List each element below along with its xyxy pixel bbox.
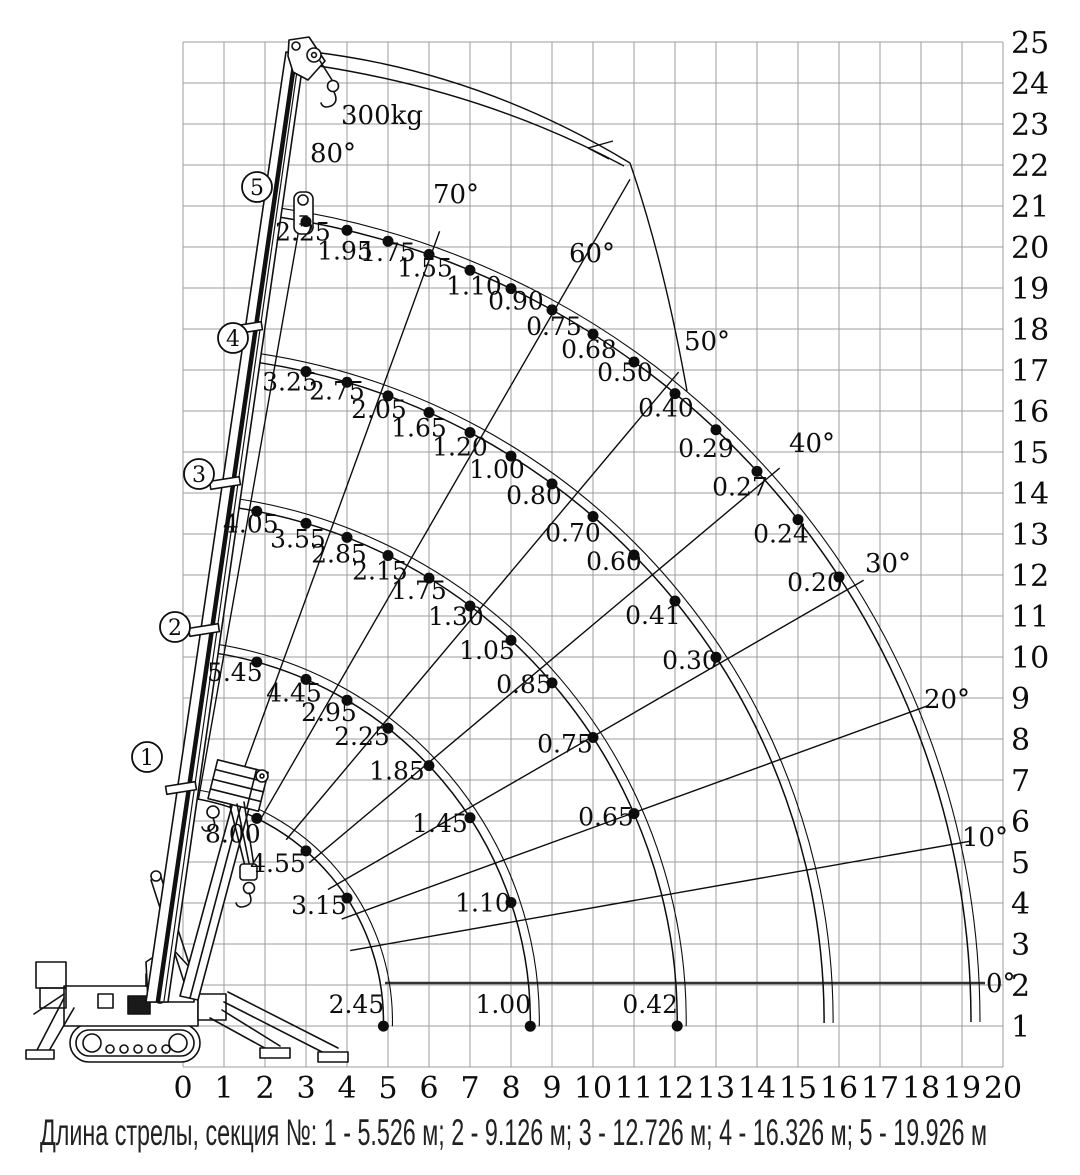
svg-text:60°: 60° xyxy=(568,239,616,269)
svg-text:0°: 0° xyxy=(986,969,1016,999)
svg-text:1.00: 1.00 xyxy=(469,455,525,485)
svg-text:40°: 40° xyxy=(788,429,836,459)
svg-text:16: 16 xyxy=(1011,395,1050,430)
svg-text:0.65: 0.65 xyxy=(578,802,634,832)
svg-text:1.45: 1.45 xyxy=(412,808,468,838)
svg-text:2.25: 2.25 xyxy=(334,722,390,752)
svg-text:0.60: 0.60 xyxy=(586,547,642,577)
svg-text:1.10: 1.10 xyxy=(455,888,511,918)
svg-text:5.45: 5.45 xyxy=(206,658,263,688)
svg-text:9: 9 xyxy=(1011,682,1031,717)
svg-text:10: 10 xyxy=(573,1071,613,1106)
svg-text:12: 12 xyxy=(1011,559,1050,594)
svg-text:5: 5 xyxy=(378,1071,398,1106)
svg-text:5: 5 xyxy=(1011,846,1031,881)
svg-text:1.85: 1.85 xyxy=(369,756,425,786)
svg-text:0.42: 0.42 xyxy=(622,989,679,1019)
svg-text:18: 18 xyxy=(1011,313,1050,348)
svg-text:30°: 30° xyxy=(864,549,912,579)
svg-text:2: 2 xyxy=(168,616,182,641)
svg-text:2: 2 xyxy=(255,1071,275,1106)
caption-boom-lengths: Длина стрелы, секция №: 1 - 5.526 м; 2 - 9.126 м; 3 - 12.726 м; 4 - 16.326 м; 5 - 19.926 м xyxy=(40,1112,988,1153)
svg-text:70°: 70° xyxy=(432,180,480,210)
svg-text:9: 9 xyxy=(542,1071,562,1106)
svg-text:12: 12 xyxy=(655,1071,695,1106)
svg-text:20: 20 xyxy=(983,1071,1023,1106)
svg-text:2.75: 2.75 xyxy=(309,376,365,406)
svg-text:1.30: 1.30 xyxy=(428,601,484,631)
svg-text:0.20: 0.20 xyxy=(787,567,843,597)
svg-text:4.45: 4.45 xyxy=(266,678,322,708)
main-hook-icon xyxy=(236,893,251,907)
svg-text:3: 3 xyxy=(296,1071,316,1106)
svg-text:10: 10 xyxy=(1011,641,1050,676)
aux-pulley-icon xyxy=(207,806,219,818)
svg-text:20°: 20° xyxy=(923,685,971,715)
svg-text:1.10: 1.10 xyxy=(446,271,502,301)
svg-text:2.25: 2.25 xyxy=(275,217,331,247)
svg-text:23: 23 xyxy=(1011,108,1050,143)
svg-text:0.27: 0.27 xyxy=(712,472,768,502)
svg-text:50°: 50° xyxy=(683,327,731,357)
svg-text:2.45: 2.45 xyxy=(328,990,385,1020)
tip-pulley-icon xyxy=(307,48,321,62)
jib-hook-icon xyxy=(321,92,336,107)
svg-text:3.15: 3.15 xyxy=(291,891,347,921)
svg-text:2.05: 2.05 xyxy=(351,394,407,424)
svg-text:0.68: 0.68 xyxy=(561,335,617,365)
svg-text:1: 1 xyxy=(140,746,154,771)
svg-text:19: 19 xyxy=(942,1071,982,1106)
svg-text:3.55: 3.55 xyxy=(270,524,326,554)
svg-text:2: 2 xyxy=(1011,969,1031,1004)
svg-text:3.25: 3.25 xyxy=(262,367,318,397)
svg-text:8: 8 xyxy=(501,1071,521,1106)
svg-text:2.85: 2.85 xyxy=(311,539,367,569)
svg-text:1.95: 1.95 xyxy=(317,236,373,266)
svg-text:0.75: 0.75 xyxy=(537,729,593,759)
svg-text:16: 16 xyxy=(819,1071,859,1106)
svg-text:20: 20 xyxy=(1011,231,1050,266)
svg-text:1: 1 xyxy=(1011,1010,1031,1045)
svg-text:13: 13 xyxy=(1011,518,1050,553)
svg-text:0.50: 0.50 xyxy=(597,357,653,387)
svg-text:3: 3 xyxy=(1011,928,1031,963)
svg-text:8.00: 8.00 xyxy=(204,819,261,849)
svg-text:21: 21 xyxy=(1011,190,1050,225)
svg-text:1.20: 1.20 xyxy=(432,432,488,462)
svg-text:4: 4 xyxy=(337,1071,357,1106)
svg-text:1: 1 xyxy=(214,1071,234,1106)
svg-text:0.90: 0.90 xyxy=(488,286,544,316)
svg-text:0.85: 0.85 xyxy=(496,669,552,699)
svg-text:80°: 80° xyxy=(309,139,357,169)
svg-text:0.40: 0.40 xyxy=(638,393,694,423)
svg-text:19: 19 xyxy=(1011,272,1050,307)
svg-text:2.15: 2.15 xyxy=(352,556,408,586)
svg-text:13: 13 xyxy=(696,1071,736,1106)
svg-text:1.05: 1.05 xyxy=(459,636,515,666)
svg-text:0.29: 0.29 xyxy=(678,433,734,463)
svg-text:15: 15 xyxy=(1011,436,1050,471)
svg-text:1.00: 1.00 xyxy=(475,990,532,1020)
svg-text:1.75: 1.75 xyxy=(391,576,447,606)
svg-text:4.55: 4.55 xyxy=(250,848,306,878)
svg-text:10°: 10° xyxy=(961,823,1009,853)
crawler-tracks xyxy=(70,1024,200,1062)
svg-text:15: 15 xyxy=(778,1071,818,1106)
svg-text:0.41: 0.41 xyxy=(625,600,681,630)
svg-text:24: 24 xyxy=(1011,67,1050,102)
svg-text:1.75: 1.75 xyxy=(360,238,416,268)
svg-text:14: 14 xyxy=(1011,477,1050,512)
head-pulley-icon xyxy=(256,770,268,782)
svg-text:0.30: 0.30 xyxy=(662,646,718,676)
svg-text:4.05: 4.05 xyxy=(222,509,279,539)
svg-text:1.65: 1.65 xyxy=(391,413,447,443)
svg-text:11: 11 xyxy=(1011,600,1050,635)
svg-text:7: 7 xyxy=(1011,764,1031,799)
svg-text:5: 5 xyxy=(250,176,264,201)
svg-text:25: 25 xyxy=(1011,26,1050,61)
svg-text:0.24: 0.24 xyxy=(753,519,809,549)
svg-text:0: 0 xyxy=(173,1071,193,1106)
svg-text:7: 7 xyxy=(460,1071,480,1106)
svg-text:3: 3 xyxy=(192,463,206,488)
svg-text:300kg: 300kg xyxy=(341,101,424,131)
svg-text:8: 8 xyxy=(1011,723,1031,758)
svg-text:1.55: 1.55 xyxy=(397,253,453,283)
svg-text:11: 11 xyxy=(614,1071,654,1106)
svg-text:6: 6 xyxy=(1011,805,1031,840)
svg-text:4: 4 xyxy=(1011,887,1031,922)
svg-text:6: 6 xyxy=(419,1071,439,1106)
svg-text:17: 17 xyxy=(1011,354,1050,389)
svg-text:0.75: 0.75 xyxy=(526,311,582,341)
svg-text:22: 22 xyxy=(1011,149,1050,184)
svg-text:17: 17 xyxy=(860,1071,900,1106)
svg-text:0.70: 0.70 xyxy=(545,518,601,548)
svg-text:0.80: 0.80 xyxy=(506,480,562,510)
svg-text:2.95: 2.95 xyxy=(301,698,357,728)
svg-text:14: 14 xyxy=(737,1071,777,1106)
svg-text:4: 4 xyxy=(226,327,240,352)
right-outriggers xyxy=(198,992,348,1062)
svg-text:18: 18 xyxy=(901,1071,941,1106)
